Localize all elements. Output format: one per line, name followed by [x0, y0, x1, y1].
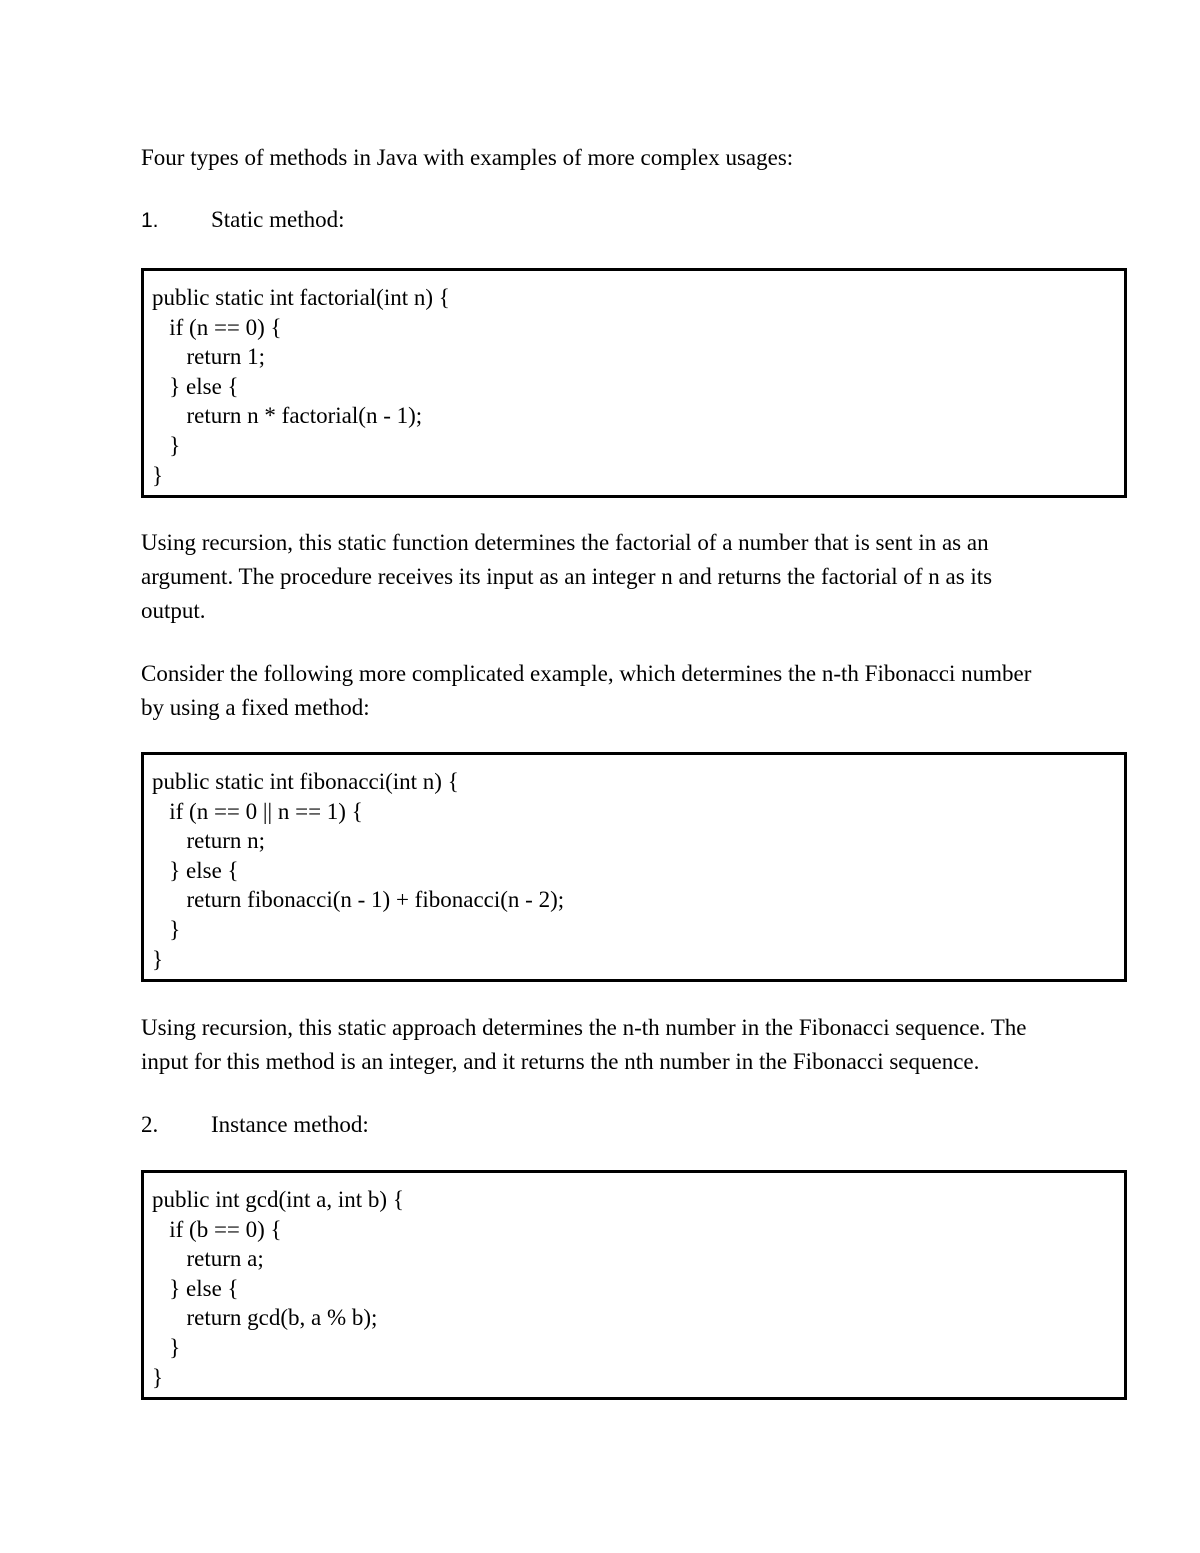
code-line: }	[152, 462, 164, 488]
code-line: } else {	[152, 857, 239, 883]
section-heading-instance	[141, 1110, 369, 1140]
paragraph-line: input for this method is an integer, and it returns the nth number in the Fibonacci sequence.	[141, 1049, 980, 1074]
code-block-factorial	[141, 268, 1127, 498]
code-line: return n;	[152, 828, 266, 854]
section-title: Static method:	[211, 207, 345, 232]
code-line: return 1;	[152, 344, 266, 370]
code-line: }	[152, 1364, 164, 1390]
code-line: public int gcd(int a, int b) {	[152, 1187, 404, 1212]
code-line: } else {	[152, 373, 239, 399]
section-number: 2.	[141, 1112, 159, 1137]
code-line: public static int factorial(int n) {	[152, 285, 450, 310]
code-line: }	[152, 916, 181, 942]
code-line: }	[152, 432, 181, 458]
paragraph-fibonacci-explanation	[141, 1011, 1136, 1079]
code-line: }	[152, 946, 164, 972]
code-line: public static int fibonacci(int n) {	[152, 769, 459, 794]
paragraph-fibonacci-intro	[141, 657, 1136, 725]
code-line: }	[152, 1334, 181, 1360]
paragraph-line: Consider the following more complicated example, which determines the n-th Fibonacci number	[141, 661, 1032, 686]
section-heading-static	[141, 205, 345, 236]
code-line: return gcd(b, a % b);	[152, 1305, 378, 1331]
paragraph-line: argument. The procedure receives its input as an integer n and returns the factorial of n as its	[141, 564, 993, 589]
code-line: return a;	[152, 1246, 264, 1272]
paragraph-factorial-explanation	[141, 526, 1136, 628]
paragraph-line: Using recursion, this static function determines the factorial of a number that is sent in as an	[141, 530, 989, 555]
section-number: 1.	[141, 209, 159, 232]
code-line: return n * factorial(n - 1);	[152, 403, 423, 429]
section-title: Instance method:	[211, 1112, 369, 1137]
code-line: if (n == 0) {	[152, 314, 282, 340]
code-line: return fibonacci(n - 1) + fibonacci(n - 2);	[152, 887, 565, 913]
paragraph-line: by using a fixed method:	[141, 695, 370, 720]
code-line: } else {	[152, 1275, 239, 1301]
intro-text: Four types of methods in Java with examples of more complex usages:	[141, 145, 794, 170]
code-line: if (n == 0 || n == 1) {	[152, 798, 363, 824]
code-line: if (b == 0) {	[152, 1216, 282, 1242]
paragraph-line: Using recursion, this static approach determines the n-th number in the Fibonacci sequence. The	[141, 1015, 1027, 1040]
code-block-fibonacci	[141, 752, 1127, 982]
code-block-gcd	[141, 1170, 1127, 1400]
paragraph-line: output.	[141, 598, 206, 623]
